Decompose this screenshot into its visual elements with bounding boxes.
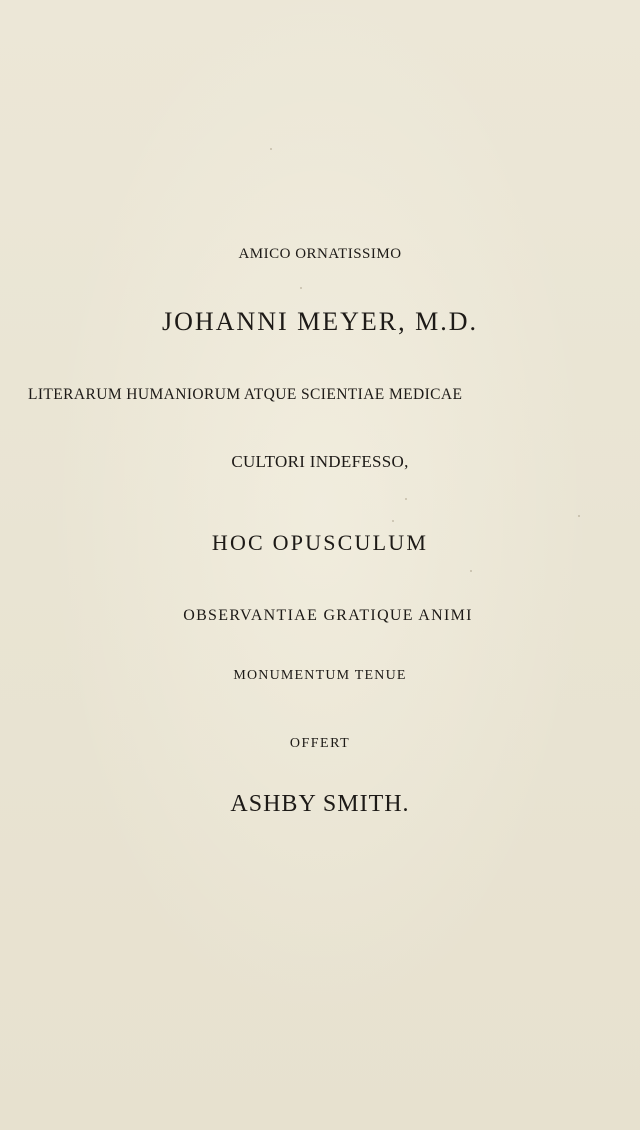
paper-speck <box>470 570 472 572</box>
dedicatee-name: JOHANNI MEYER, M.D. <box>161 307 479 336</box>
dedication-observantiae: OBSERVANTIAE GRATIQUE ANIMI <box>183 607 473 624</box>
dedication-monumentum: MONUMENTUM TENUE <box>233 668 407 683</box>
dedication-opusculum: HOC OPUSCULUM <box>211 530 429 555</box>
dedication-descriptor: LITERARUM HUMANIORUM ATQUE SCIENTIAE MEDICAE <box>28 386 463 403</box>
dedication-offert: OFFERT <box>289 736 351 751</box>
paper-speck <box>578 515 580 517</box>
dedication-cultori: CULTORI INDEFESSO, <box>231 452 409 471</box>
paper-speck <box>270 148 272 150</box>
paper-speck <box>405 498 407 500</box>
paper-speck <box>300 287 302 289</box>
dedication-salutation: AMICO ORNATISSIMO <box>238 246 402 262</box>
paper-speck <box>392 520 394 522</box>
author-name: ASHBY SMITH. <box>230 791 410 817</box>
